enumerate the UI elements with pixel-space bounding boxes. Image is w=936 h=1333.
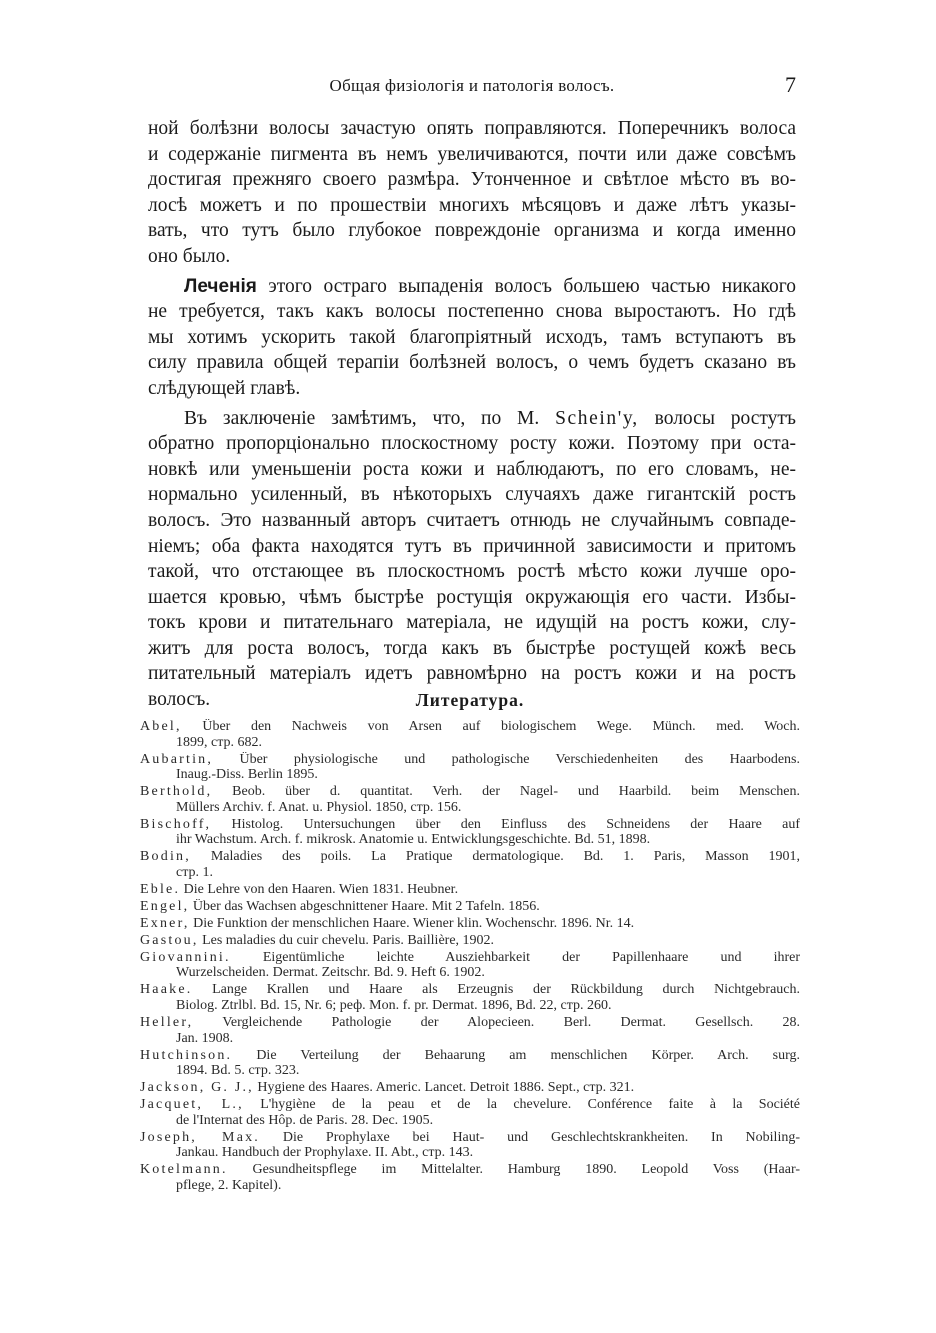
- reference-line: [140, 735, 800, 751]
- text-line: питательный матеріалъ идетъ равномѣрно на ростъ кожи и на ростъ: [148, 663, 796, 685]
- reference-text: Die Verteilung der Behaarung am menschlichen Körper. Arch. surg.: [256, 1047, 800, 1063]
- text-line: житъ для роста волосъ, тогда какъ въ быстрѣе ростущей кожѣ весь: [148, 637, 796, 659]
- reference-text: pflege, 2. Kapitel).: [176, 1177, 282, 1193]
- reference-line: [140, 1063, 800, 1079]
- reference-text: Histolog. Untersuchungen über den Einfluss des Schneidens der Haare auf: [231, 816, 800, 832]
- reference-line: [140, 1048, 800, 1064]
- reference-line: [140, 998, 800, 1014]
- reference-text: стр. 1.: [176, 864, 214, 880]
- reference-author: Eble.: [140, 881, 181, 897]
- reference-line: [140, 865, 800, 881]
- reference-entry: [140, 1080, 800, 1096]
- reference-text: Wurzelscheiden. Dermat. Zeitschr. Bd. 9. Heft 6. 1902.: [176, 965, 485, 981]
- reference-author: Bischoff,: [140, 816, 212, 832]
- reference-text: Beob. über d. quantitat. Verh. der Nagel- und Haarbild. beim Menschen.: [232, 784, 800, 800]
- reference-author: Hutchinson.: [140, 1047, 233, 1063]
- reference-line: [140, 933, 800, 949]
- reference-line: [140, 767, 800, 783]
- reference-entry: [140, 817, 800, 848]
- text-line: силу правила общей терапіи болѣзней волосъ, о чемъ будетъ сказано въ: [148, 352, 796, 374]
- reference-entry: [140, 916, 800, 932]
- reference-entry: [140, 982, 800, 1013]
- paragraph-3: [148, 406, 796, 713]
- reference-entry: [140, 719, 800, 750]
- reference-author: Exner,: [140, 915, 190, 931]
- reference-text: L'hygiène de la peau et de la chevelure. Conférence faite à la Société: [260, 1097, 800, 1113]
- reference-line: [140, 1015, 800, 1031]
- reference-entry: [140, 933, 800, 949]
- reference-line: [140, 950, 800, 966]
- page-number: 7: [785, 72, 796, 97]
- reference-line: [140, 1162, 800, 1178]
- reference-text: Über physiologische und pathologische Verschiedenheiten des Haarbodens.: [239, 751, 800, 767]
- reference-author: Giovannini.: [140, 949, 231, 965]
- reference-text: Müllers Archiv. f. Anat. u. Physiol. 1850, стр. 156.: [176, 799, 462, 815]
- text-line: обратно пропорціонально плоскостному росту кожи. Поэтому при оста-: [148, 433, 796, 455]
- reference-text: Inaug.-Diss. Berlin 1895.: [176, 767, 318, 783]
- reference-list: [140, 719, 800, 1193]
- reference-text: Jan. 1908.: [176, 1030, 234, 1046]
- reference-line: [140, 1145, 800, 1161]
- reference-entry: [140, 1097, 800, 1128]
- text-line: волосъ.: [148, 689, 211, 711]
- reference-line: [140, 784, 800, 800]
- text-line: слѣдующей главѣ.: [148, 377, 301, 399]
- reference-text: Gesundheitspflege im Mittelalter. Hamburg 1890. Leopold Voss (Haar-: [252, 1162, 800, 1178]
- reference-text: de l'Internat des Hôp. de Paris. 28. Dec. 1905.: [176, 1112, 434, 1128]
- text-line: ніемъ; оба факта находятся тутъ въ причинной зависимости и притомъ: [148, 535, 796, 557]
- reference-author: Haake.: [140, 982, 193, 998]
- reference-entry: [140, 1048, 800, 1079]
- reference-line: [140, 982, 800, 998]
- literature-heading: Литература.: [415, 690, 525, 710]
- body-text: [148, 116, 796, 713]
- text-line: и содержаніе пигмента въ немъ увеличиваются, почти или даже совсѣмъ: [148, 143, 796, 165]
- reference-line: [140, 752, 800, 768]
- reference-line: [140, 1130, 800, 1146]
- reference-line: [140, 965, 800, 981]
- reference-line: [140, 882, 800, 898]
- reference-entry: [140, 882, 800, 898]
- text-span: волосы ростутъ: [654, 407, 796, 429]
- text-line: новкѣ или уменьшеніи роста кожи и наблюдаютъ, по его словамъ, не-: [148, 458, 796, 480]
- text-span: Въ заключеніе замѣтимъ, что, по М.: [184, 407, 540, 429]
- reference-text: Eigentümliche leichte Ausziehbarkeit der Papillenhaare und ihrer: [262, 949, 800, 965]
- reference-text: ihr Wachstum. Arch. f. mikrosk. Anatomie u. Entwicklungsgeschichte. Bd. 51, 1898.: [176, 832, 651, 848]
- text-line: шается кровью, чѣмъ быстрѣе ростущія окружающія его части. Избы-: [148, 586, 796, 608]
- text-span: этого остраго выпаденія волосъ большею частью никакого: [268, 275, 796, 297]
- reference-line: [140, 849, 800, 865]
- reference-text: Hygiene des Haares. Americ. Lancet. Detroit 1886. Sept., стр. 321.: [257, 1080, 635, 1096]
- text-line: нормально усиленный, въ нѣкоторыхъ случаяхъ даже гигантскій ростъ: [148, 484, 796, 506]
- text-line: не требуется, такъ какъ волосы постепенно снова выростаютъ. Но гдѣ: [148, 301, 796, 323]
- reference-author: Aubartin,: [140, 751, 214, 767]
- reference-line: [140, 1080, 800, 1096]
- reference-entry: [140, 1130, 800, 1161]
- reference-author: Jackson, G. J.,: [140, 1080, 254, 1096]
- reference-author: Heller,: [140, 1014, 194, 1030]
- reference-text: Vergleichende Pathologie der Alopecieen. Berl. Dermat. Gesellsch. 28.: [222, 1014, 800, 1030]
- reference-text: Die Funktion der menschlichen Haare. Wiener klin. Wochenschr. 1896. Nr. 14.: [193, 915, 635, 931]
- reference-author: Berthold,: [140, 784, 213, 800]
- reference-line: [140, 916, 800, 932]
- reference-text: 1894. Bd. 5. стр. 323.: [176, 1063, 300, 1079]
- reference-line: [140, 899, 800, 915]
- reference-line: [140, 832, 800, 848]
- paragraph-1: [148, 116, 796, 270]
- reference-text: Les maladies du cuir chevelu. Paris. Baillière, 1902.: [202, 932, 495, 948]
- reference-entry: [140, 849, 800, 880]
- reference-entry: [140, 784, 800, 815]
- paragraph-2: [148, 274, 796, 402]
- text-line: оно было.: [148, 245, 231, 267]
- reference-author: Gastou,: [140, 932, 199, 948]
- reference-text: Über das Wachsen abgeschnittener Haare. Mit 2 Tafeln. 1856.: [192, 898, 540, 914]
- reference-author: Joseph, Max.: [140, 1129, 261, 1145]
- reference-line: [140, 800, 800, 816]
- reference-author: Jacquet, L.,: [140, 1097, 244, 1113]
- reference-entry: [140, 899, 800, 915]
- reference-text: Maladies des poils. La Pratique dermatologique. Bd. 1. Paris, Masson 1901,: [210, 849, 800, 865]
- reference-entry: [140, 950, 800, 981]
- running-title: Общая физіологія и патологія волосъ.: [329, 76, 615, 95]
- reference-entry: [140, 752, 800, 783]
- reference-line: [140, 719, 800, 735]
- reference-text: Jankau. Handbuch der Prophylaxe. II. Abt., стр. 143.: [176, 1145, 474, 1161]
- reference-entry: [140, 1015, 800, 1046]
- page-header: [148, 72, 796, 100]
- reference-entry: [140, 1162, 800, 1193]
- bold-lead-term: Леченія: [184, 275, 257, 297]
- cited-author: Schein'у,: [555, 407, 639, 429]
- text-line: вать, что тутъ было глубокое повреждоніе организма и когда именно: [148, 220, 796, 242]
- reference-text: 1899, стр. 682.: [176, 734, 263, 750]
- text-line: мы хотимъ ускорить такой благопріятный исходъ, тамъ вступаютъ въ: [148, 326, 796, 348]
- reference-author: Engel,: [140, 898, 190, 914]
- reference-line: [140, 1113, 800, 1129]
- text-line: такой, что отстающее въ плоскостномъ ростѣ мѣсто кожи лучше оро-: [148, 561, 796, 583]
- reference-line: [140, 1178, 800, 1194]
- reference-line: [140, 1031, 800, 1047]
- text-line: волосъ. Это названный авторъ считаетъ отнюдь не случайнымъ совпаде-: [148, 509, 796, 531]
- literature-section: [140, 690, 800, 1195]
- reference-text: Die Prophylaxe bei Haut- und Geschlechtskrankheiten. In Nobiling-: [282, 1129, 800, 1145]
- text-line: ной болѣзни волосы зачастую опять поправляются. Поперечникъ волоса: [148, 118, 796, 139]
- reference-text: Die Lehre von den Haaren. Wien 1831. Heubner.: [183, 881, 459, 897]
- reference-author: Bodin,: [140, 849, 191, 865]
- reference-author: Kotelmann.: [140, 1162, 228, 1178]
- reference-text: Über den Nachweis von Arsen auf biologischem Wege. Münch. med. Woch.: [202, 719, 800, 734]
- text-line: [148, 406, 796, 432]
- text-line: [148, 274, 796, 300]
- reference-line: [140, 817, 800, 833]
- text-line: достигая прежняго своего размѣра. Утонченное и свѣтлое мѣсто въ во-: [148, 169, 796, 191]
- reference-text: Biolog. Ztrlbl. Bd. 15, Nr. 6; реф. Mon. f. pr. Dermat. 1896, Bd. 22, стр. 260.: [176, 998, 612, 1013]
- reference-author: Abel,: [140, 719, 182, 734]
- text-line: лосѣ можетъ и по прошествіи многихъ мѣсяцовъ и даже лѣтъ указы-: [148, 194, 796, 216]
- text-line: токъ крови и питательнаго матеріала, не идущій на ростъ кожи, слу-: [148, 612, 796, 634]
- reference-text: Lange Krallen und Haare als Erzeugnis der Rückbildung durch Nichtgebrauch.: [212, 982, 800, 998]
- reference-line: [140, 1097, 800, 1113]
